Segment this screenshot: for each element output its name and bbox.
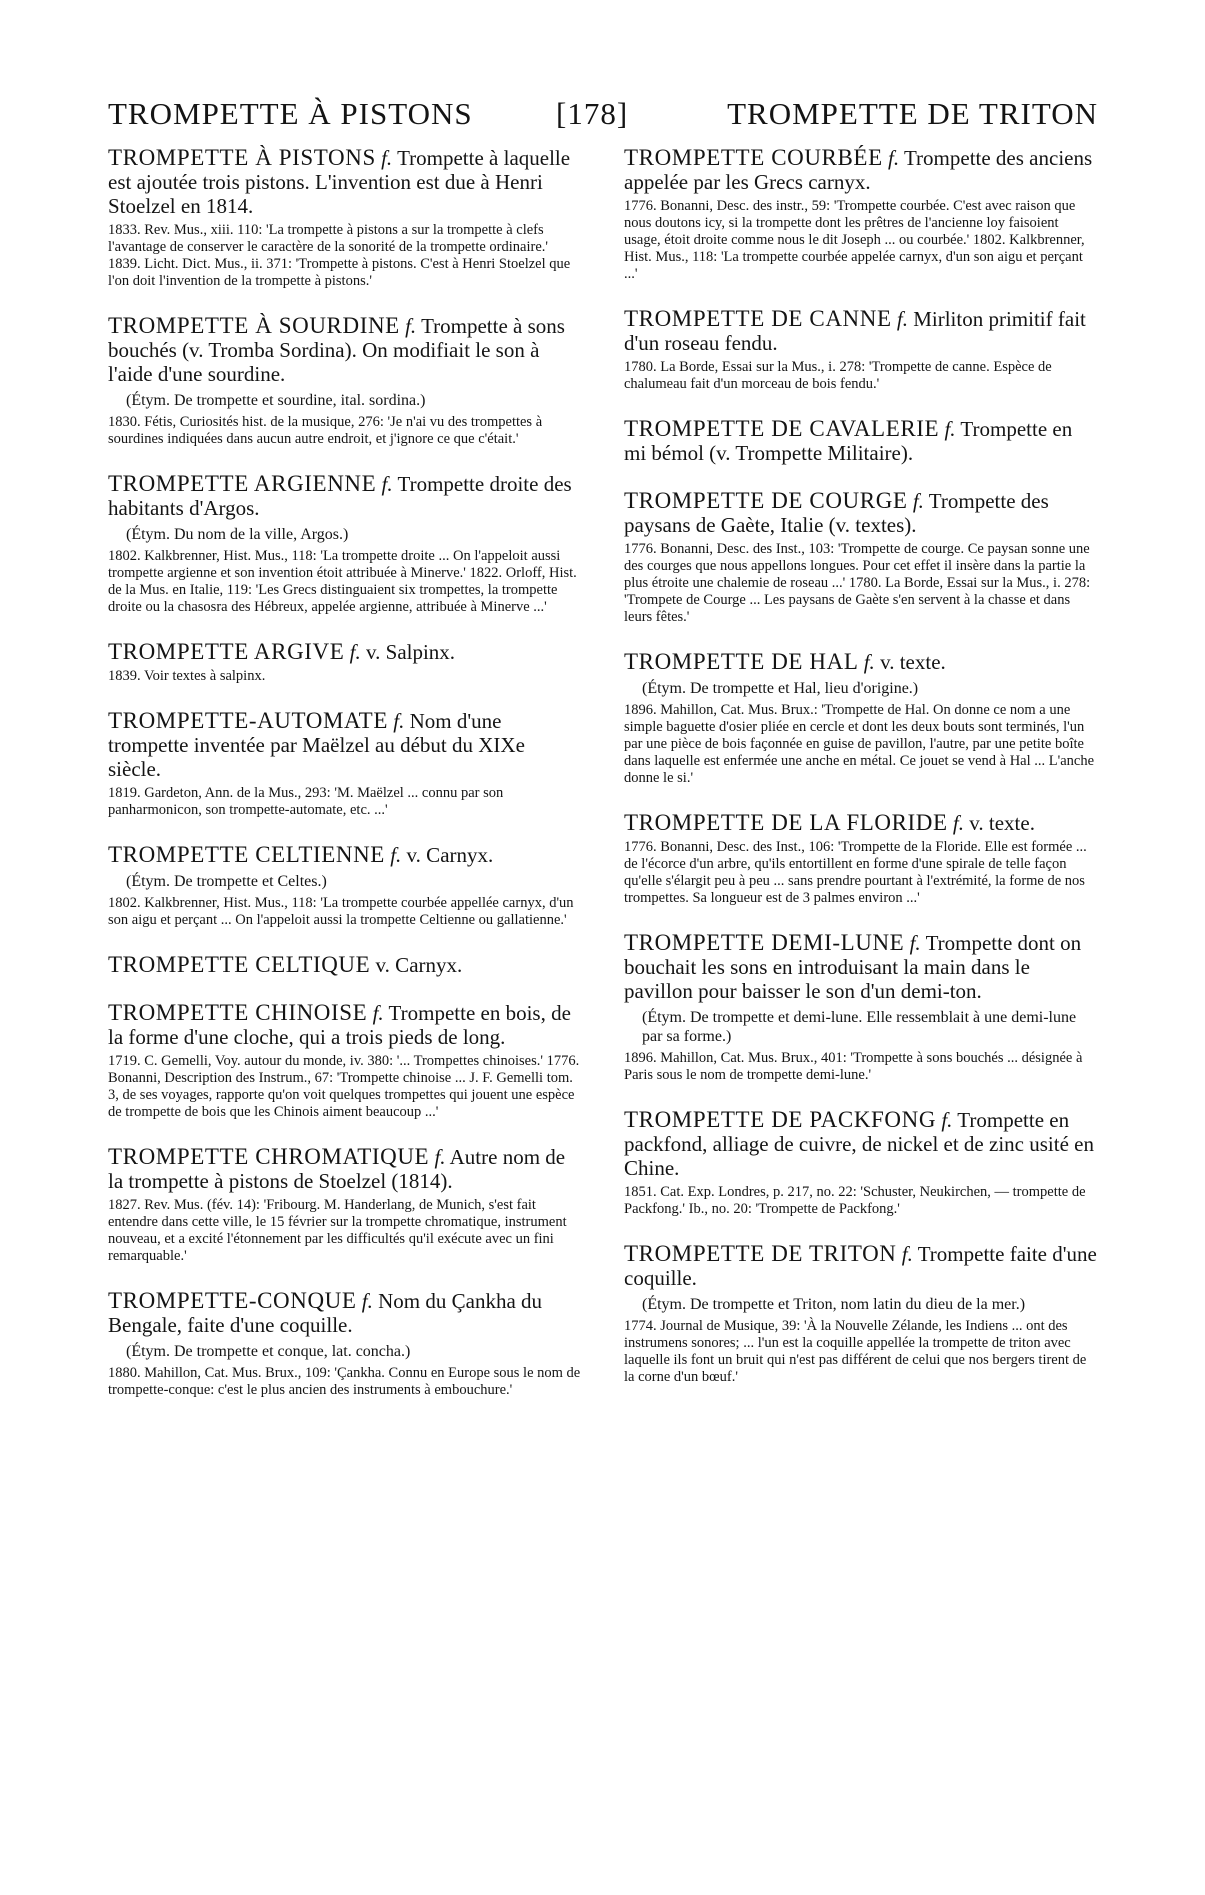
entry-etymology: (Étym. Du nom de la ville, Argos.) — [126, 526, 349, 543]
entry-header — [108, 709, 582, 781]
running-head-left: TROMPETTE À PISTONS — [108, 96, 473, 131]
dictionary-entry — [624, 146, 1098, 283]
entry-headword: TROMPETTE DE HAL — [624, 649, 859, 674]
entry-citation: 1776. Bonanni, Desc. des Inst., 103: 'Trompette de courge. Ce paysan sonne une des courges que nous appellons longues. Pour cet effet il insère dans la partie la plus étroite une chalemie de roseau ...' 1780. La Borde, Essai sur la Mus., i. 278: 'Trompete de Courge ... Les paysans de Gaète s'en servent à la chasse et dans leurs fêtes.' — [624, 541, 1091, 625]
entry-header — [624, 146, 1098, 194]
entry-gender: f. — [944, 417, 956, 441]
entry-citation: 1830. Fétis, Curiosités hist. de la musique, 276: 'Je n'ai vu des trompettes à sourdines indiquées dans aucun autre endroit, et j'ignore ce que c'était.' — [108, 414, 543, 447]
dictionary-entry — [624, 417, 1098, 465]
entry-citation: 1719. C. Gemelli, Voy. autour du monde, iv. 380: '... Trompettes chinoises.' 1776. Bonanni, Description des Instrum., 67: 'Trompette chinoise ... J. F. Gemelli tom. 3, de ses voyages, rapporte qu'on voit quelques trompettes qui jouent une espèce de trompette de bois que les Chinois aiment beaucoup ...' — [108, 1053, 580, 1120]
entry-headword: TROMPETTE DE PACKFONG — [624, 1107, 937, 1132]
dictionary-entry — [108, 953, 582, 977]
dictionary-entry — [624, 1108, 1098, 1218]
entry-header — [108, 953, 582, 977]
dictionary-entry — [108, 640, 582, 685]
dictionary-entry — [108, 1145, 582, 1265]
dictionary-entry — [624, 489, 1098, 626]
entry-definition: Trompette des paysans de Gaète, Italie (v. textes). — [624, 489, 1049, 537]
entry-etymology: (Étym. De trompette et Hal, lieu d'origine.) — [642, 680, 919, 697]
entry-headword: TROMPETTE ARGIVE — [108, 639, 345, 664]
entry-header — [624, 931, 1098, 1003]
entry-header — [624, 811, 1098, 835]
entry-header — [108, 472, 582, 520]
entry-etymology: (Étym. De trompette et demi-lune. Elle ressemblait à une demi-lune par sa forme.) — [642, 1009, 1077, 1045]
dictionary-entry — [624, 1242, 1098, 1386]
entry-gender: f. — [434, 1145, 446, 1169]
entry-definition: v. Carnyx. — [406, 843, 494, 867]
entry-header — [624, 1108, 1098, 1180]
running-head-right: TROMPETTE DE TRITON — [727, 96, 1098, 131]
entry-citation: 1774. Journal de Musique, 39: 'À la Nouvelle Zélande, les Indiens ... ont des instrumens sonores; ... l'un est la coquille appellée la trompette de triton avec laquelle ils font un bruit qui n'est pas différent de celui que nos bergers tirent de la corne d'un bœuf.' — [624, 1318, 1087, 1385]
entry-gender: f. — [405, 314, 417, 338]
entry-gender: f. — [887, 146, 900, 170]
dictionary-entry — [624, 307, 1098, 393]
entry-definition: Trompette à laquelle est ajoutée trois pistons. L'invention est due à Henri Stoelzel en 1814. — [108, 146, 571, 218]
entry-citation: 1776. Bonanni, Desc. des instr., 59: 'Trompette courbée. C'est avec raison que nous doutons icy, si la trompette dont les prêtres de l'ancienne loy faisoient usage, étoit droite comme nous le dit Joseph ... ou courbée.' 1802. Kalkbrenner, Hist. Mus., 118: 'La trompette courbée appelée carnyx, d'un son aigu et perçant ...' — [624, 198, 1085, 282]
entry-definition: Trompette en packfond, alliage de cuivre, de nickel et de zinc usité en Chine. — [624, 1108, 1094, 1180]
entry-gender: f. — [901, 1242, 913, 1266]
entry-headword: TROMPETTE DE CAVALERIE — [624, 416, 940, 441]
entry-definition: v. Salpinx. — [366, 640, 456, 664]
entry-definition: Nom du Çankha du Bengale, faite d'une coquille. — [108, 1289, 543, 1337]
entry-gender: f. — [372, 1001, 384, 1025]
entry-citation: 1851. Cat. Exp. Londres, p. 217, no. 22: 'Schuster, Neukirchen, — trompette de Packfong.' Ib., no. 20: 'Trompette de Packfong.' — [624, 1184, 1086, 1217]
entry-etymology: (Étym. De trompette et sourdine, ital. sordina.) — [126, 392, 426, 409]
entry-definition: Trompette faite d'une coquille. — [624, 1242, 1097, 1290]
entry-headword: TROMPETTE À PISTONS — [108, 145, 376, 170]
entry-header — [108, 1001, 582, 1049]
left-column — [108, 146, 582, 1423]
entry-citation: 1896. Mahillon, Cat. Mus. Brux.: 'Trompette de Hal. On donne ce nom a une simple baguette d'osier pliée en cercle et dont les deux bouts sont terminés, l'un par une pièce de bois façonnée en guise de pavillon, l'autre, par une petite boîte dans laquelle est enfermée une anche en métal. Ce jouet se vend à Hal ... L'anche donne le si.' — [624, 702, 1095, 786]
right-column — [624, 146, 1098, 1410]
entry-etymology: (Étym. De trompette et conque, lat. concha.) — [126, 1343, 411, 1360]
entry-definition: Trompette droite des habitants d'Argos. — [108, 472, 572, 520]
entry-headword: TROMPETTE À SOURDINE — [108, 313, 400, 338]
entry-headword: TROMPETTE DEMI-LUNE — [624, 930, 905, 955]
entry-definition: Trompette des anciens appelée par les Grecs carnyx. — [624, 146, 1093, 194]
entry-definition: v. texte. — [880, 650, 946, 674]
dictionary-entry — [624, 650, 1098, 787]
entry-header — [624, 417, 1098, 465]
entry-citation: 1776. Bonanni, Desc. des Inst., 106: 'Trompette de la Floride. Elle est formée ... de l'écorce d'un arbre, qu'ils entortillent en forme d'une spirale de telle façon qu'elle s'élargit peu à peu ... sans prendre pourtant à l'extrémité, la forme de nos trompettes. Sa longueur est de 3 palmes environ ...' — [624, 839, 1087, 906]
entry-citation: 1827. Rev. Mus. (fév. 14): 'Fribourg. M. Handerlang, de Munich, s'est fait entendre dans cette ville, le 15 février sur la trompette chromatique, instrument nouveau, et a excité l'étonnement par les difficultés qu'il exécute avec un fini remarquable.' — [108, 1197, 567, 1264]
entry-citation: 1896. Mahillon, Cat. Mus. Brux., 401: 'Trompette à sons bouchés ... désignée à Paris sous le nom de trompette demi-lune.' — [624, 1050, 1083, 1083]
dictionary-entry — [108, 472, 582, 616]
entry-header — [108, 1289, 582, 1337]
entry-headword: TROMPETTE-CONQUE — [108, 1288, 357, 1313]
entry-headword: TROMPETTE CHINOISE — [108, 1000, 368, 1025]
entry-headword: TROMPETTE CHROMATIQUE — [108, 1144, 430, 1169]
entry-header — [624, 307, 1098, 355]
entry-gender: f. — [952, 811, 964, 835]
entry-gender: f. — [381, 146, 393, 170]
entry-definition: v. texte. — [969, 811, 1035, 835]
entry-header — [108, 146, 582, 218]
entry-citation: 1780. La Borde, Essai sur la Mus., i. 278: 'Trompette de canne. Espèce de chalumeau fait d'un morceau de bois fendu.' — [624, 359, 1052, 392]
entry-citation: 1833. Rev. Mus., xiii. 110: 'La trompette à pistons a sur la trompette à clefs l'avantage de conserver le caractère de la sonorité de la trompette ordinaire.' 1839. Licht. Dict. Mus., ii. 371: 'Trompette à pistons. C'est à Henri Stoelzel que l'on doit l'invention de la trompette à pistons.' — [108, 222, 571, 289]
entry-definition: v. Carnyx. — [375, 953, 463, 977]
entry-citation: 1880. Mahillon, Cat. Mus. Brux., 109: 'Çankha. Connu en Europe sous le nom de trompette-conque: c'est le plus ancien des instruments à embouchure.' — [108, 1365, 581, 1398]
page-number: [178] — [556, 96, 629, 131]
entry-etymology: (Étym. De trompette et Triton, nom latin du dieu de la mer.) — [642, 1296, 1026, 1313]
entry-headword: TROMPETTE ARGIENNE — [108, 471, 377, 496]
dictionary-entry — [624, 931, 1098, 1084]
entry-gender: f. — [912, 489, 924, 513]
dictionary-entry — [108, 1001, 582, 1121]
entry-gender: f. — [896, 307, 908, 331]
entry-definition: Autre nom de la trompette à pistons de Stoelzel (1814). — [108, 1145, 566, 1193]
entry-headword: TROMPETTE DE COURGE — [624, 488, 908, 513]
entry-header — [108, 314, 582, 386]
dictionary-entry — [624, 811, 1098, 907]
entry-citation: 1802. Kalkbrenner, Hist. Mus., 118: 'La trompette droite ... On l'appeloit aussi trompette argienne et son invention étoit attribuée à Minerve.' 1822. Orloff, Hist. de la Mus. en Italie, 119: 'Les Grecs distinguaient six trompettes, la trompette droite ou la chasosra des Hébreux, appelée argienne, attribuée à Minerve ...' — [108, 548, 577, 615]
entry-gender: f. — [361, 1289, 373, 1313]
entry-header — [624, 1242, 1098, 1290]
entry-gender: f. — [349, 640, 361, 664]
entry-header — [624, 489, 1098, 537]
entry-citation: 1802. Kalkbrenner, Hist. Mus., 118: 'La trompette courbée appellée carnyx, d'un son aigu et perçant ... On l'appeloit aussi la trompette Celtienne ou gallatienne.' — [108, 895, 574, 928]
entry-definition: Nom d'une trompette inventée par Maëlzel au début du XIXe siècle. — [108, 709, 525, 781]
entry-gender: f. — [941, 1108, 953, 1132]
entry-header — [624, 650, 1098, 674]
entry-headword: TROMPETTE CELTIQUE — [108, 952, 371, 977]
entry-header — [108, 1145, 582, 1193]
entry-header — [108, 640, 582, 664]
entry-definition: Trompette en bois, de la forme d'une cloche, qui a trois pieds de long. — [108, 1001, 571, 1049]
entry-headword: TROMPETTE DE TRITON — [624, 1241, 897, 1266]
entry-gender: f. — [390, 843, 402, 867]
dictionary-entry — [108, 314, 582, 448]
dictionary-entry — [108, 843, 582, 929]
dictionary-entry — [108, 1289, 582, 1399]
entry-header — [108, 843, 582, 867]
entry-gender: f. — [381, 472, 393, 496]
dictionary-entry — [108, 709, 582, 819]
entry-definition: Trompette en mi bémol (v. Trompette Militaire). — [624, 417, 1073, 465]
entry-definition: Trompette à sons bouchés (v. Tromba Sordina). On modifiait le son à l'aide d'une sourdine. — [108, 314, 565, 386]
page-header — [108, 96, 1098, 140]
entry-headword: TROMPETTE CELTIENNE — [108, 842, 385, 867]
entry-headword: TROMPETTE DE CANNE — [624, 306, 892, 331]
entry-etymology: (Étym. De trompette et Celtes.) — [126, 873, 327, 890]
entry-citation: 1819. Gardeton, Ann. de la Mus., 293: 'M. Maëlzel ... connu par son panharmonicon, son trompette-automate, etc. ...' — [108, 785, 504, 818]
entry-gender: f. — [393, 709, 405, 733]
entry-headword: TROMPETTE COURBÉE — [624, 145, 883, 170]
entry-definition: Trompette dont on bouchait les sons en introduisant la main dans le pavillon pour baisser le son d'un demi-ton. — [624, 931, 1082, 1003]
entry-headword: TROMPETTE DE LA FLORIDE — [624, 810, 948, 835]
entry-gender: f. — [863, 650, 875, 674]
entry-citation: 1839. Voir textes à salpinx. — [108, 668, 266, 684]
entry-headword: TROMPETTE-AUTOMATE — [108, 708, 388, 733]
dictionary-entry — [108, 146, 582, 290]
entry-gender: f. — [909, 931, 921, 955]
entry-definition: Mirliton primitif fait d'un roseau fendu. — [624, 307, 1086, 355]
